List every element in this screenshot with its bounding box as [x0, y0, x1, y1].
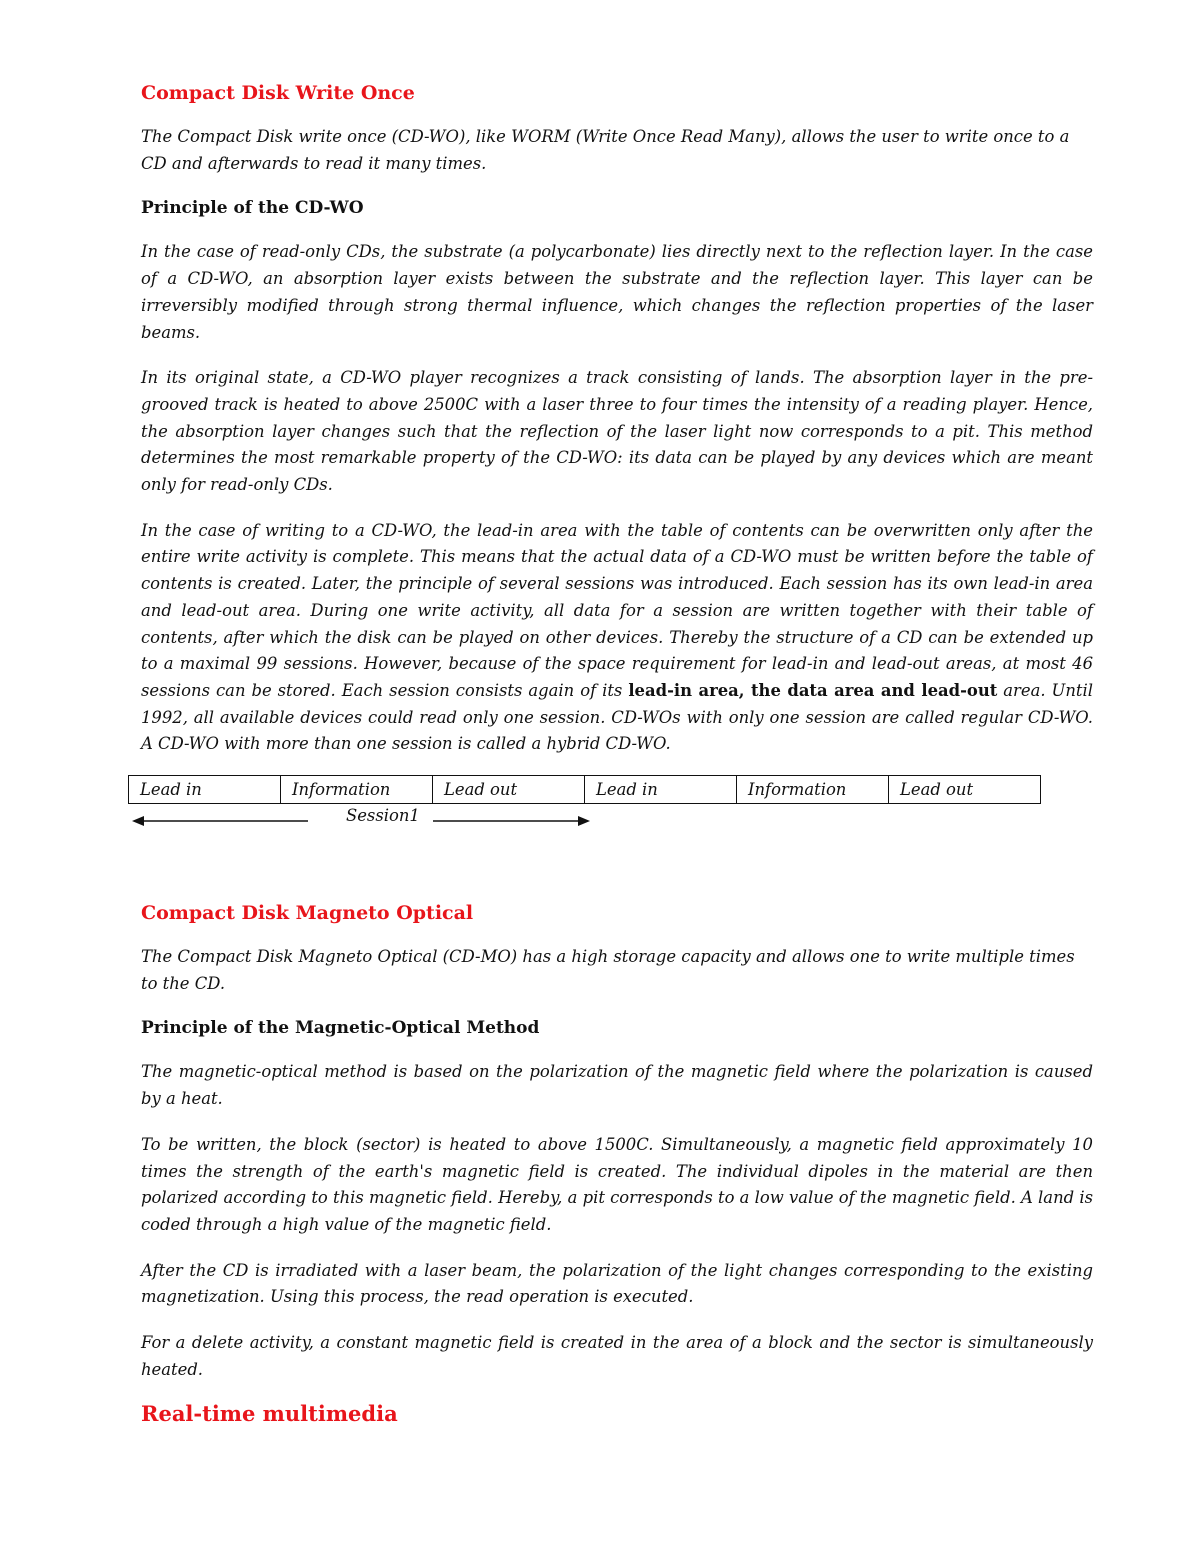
cd-wo-paragraph-3-end: area. Until 1992, all available devices could read only one session. CD-WOs with only one session are called regular CD-WO. A CD-WO with more than one session is called a hybrid CD-WO. — [141, 680, 1093, 754]
session-label: Session1 — [346, 806, 420, 826]
cd-wo-intro: The Compact Disk write once (CD-WO), like WORM (Write Once Read Many), allows the user to write once to a CD and afterwards to read it many times. — [141, 127, 1070, 173]
subheading-principle-cd-wo: Principle of the CD-WO — [141, 198, 364, 219]
cd-mo-paragraph-2: To be written, the block (sector) is heated to above 1500C. Simultaneously, a magnetic field approximately 10 times the strength of the earth's magnetic field is created. The individual dipoles in the material are then polarized according to this magnetic field. Hereby, a pit corresponds to a low value of the magnetic field. A land is coded through a high value of the magnetic field. — [141, 1134, 1093, 1234]
table-cell-lead-out-1: Lead out — [433, 776, 585, 804]
cd-wo-paragraph-2: In its original state, a CD-WO player recognizes a track consisting of lands. The absorption layer in the pre-grooved track is heated to above 2500C with a laser three to four times the intensity of a reading player. Hence, the absorption layer changes such that the reflection of the laser light now corresponds to a pit. This method determines the most remarkable property of the CD-WO: its data can be played by any devices which are meant only for read-only CDs. — [141, 368, 1093, 495]
session-span-indicator — [128, 804, 1093, 834]
cd-wo-paragraph-1: In the case of read-only CDs, the substrate (a polycarbonate) lies directly next to the reflection layer. In the case of a CD-WO, an absorption layer exists between the substrate and the reflection layer. This layer can be irreversibly modified through strong thermal influence, which changes the reflection properties of the laser beams. — [141, 242, 1093, 342]
cd-mo-paragraph-3: After the CD is irradiated with a laser beam, the polarization of the light changes corresponding to the existing magnetization. Using this process, the read operation is executed. — [141, 1260, 1093, 1307]
cd-wo-paragraph-3 — [141, 518, 1093, 758]
table-cell-lead-out-2: Lead out — [889, 776, 1041, 804]
table-cell-lead-in-2: Lead in — [585, 776, 737, 804]
heading-cd-mo: Compact Disk Magneto Optical — [141, 902, 474, 925]
table-cell-information-2: Information — [737, 776, 889, 804]
document-page — [141, 78, 1093, 1430]
subheading-principle-mo: Principle of the Magnetic-Optical Method — [141, 1018, 540, 1039]
left-arrow-head-icon — [132, 816, 144, 826]
cd-mo-paragraph-1: The magnetic-optical method is based on the polarization of the magnetic field where the polarization is caused by a heat. — [141, 1062, 1093, 1109]
table-cell-lead-in-1: Lead in — [129, 776, 281, 804]
table-row — [129, 776, 1041, 804]
table-cell-information-1: Information — [281, 776, 433, 804]
session-structure-table — [128, 775, 1041, 804]
cd-wo-paragraph-3-start: In the case of writing to a CD-WO, the lead-in area with the table of contents can be overwritten only after the entire write activity is complete. This means that the actual data of a CD-WO must be written before the table of contents is created. Later, the principle of several sessions was introduced. Each session has its own lead-in area and lead-out area. During one write activity, all data for a session are written together with their table of contents, after which the disk can be played on other devices. Thereby the structure of a CD can be extended up to a maximal 99 sessions. However, because of the space requirement for lead-in and lead-out areas, at most 46 sessions can be stored. Each session consists again of its — [141, 520, 1093, 700]
heading-real-time-multimedia: Real-time multimedia — [141, 1400, 398, 1426]
heading-cd-wo: Compact Disk Write Once — [141, 82, 415, 104]
right-arrow-head-icon — [578, 816, 590, 826]
cd-mo-intro: The Compact Disk Magneto Optical (CD-MO) has a high storage capacity and allows one to write multiple times to the CD. — [141, 947, 1075, 993]
cd-wo-paragraph-3-bold: lead-in area, the data area and lead-out — [628, 680, 998, 700]
cd-mo-paragraph-4: For a delete activity, a constant magnetic field is created in the area of a block and the sector is simultaneously heated. — [141, 1333, 1093, 1379]
